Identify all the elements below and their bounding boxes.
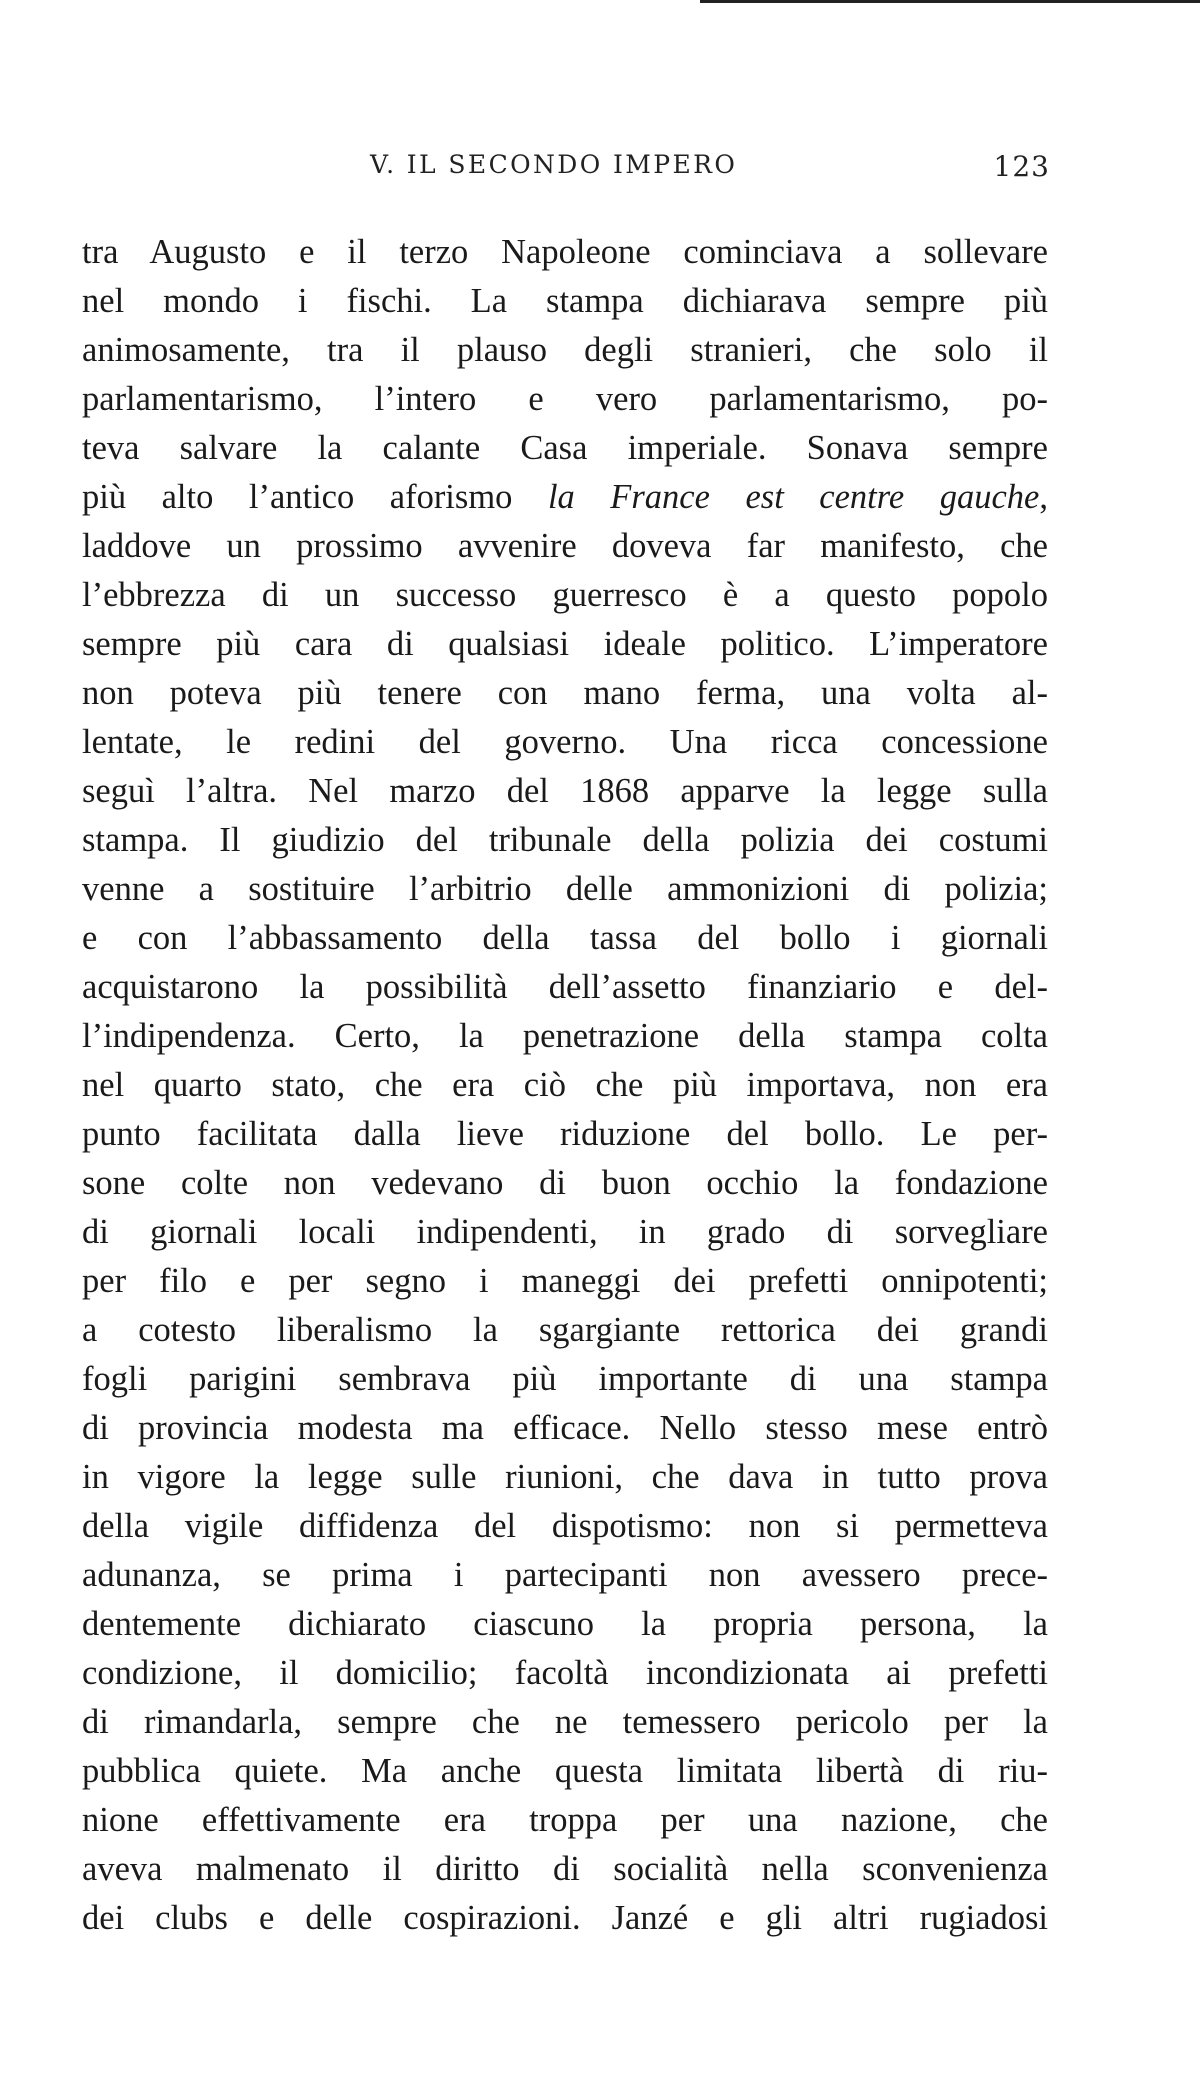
top-edge-rule <box>700 0 1200 3</box>
text-line: laddove un prossimo avvenire doveva far manifesto, che <box>82 527 1048 565</box>
text-line: non poteva più tenere con mano ferma, una volta al- <box>82 674 1048 712</box>
page-number: 123 <box>993 150 1050 183</box>
text-line: fogli parigini sembrava più importante di una stampa <box>82 1360 1048 1398</box>
text-line: teva salvare la calante Casa imperiale. Sonava sempre <box>82 429 1048 467</box>
text-line: sempre più cara di qualsiasi ideale politico. L’imperatore <box>82 625 1048 663</box>
text-line-after: , <box>1039 478 1048 516</box>
text-line: seguì l’altra. Nel marzo del 1868 apparve la legge sulla <box>82 772 1048 810</box>
running-title: V. IL SECONDO IMPERO <box>370 150 738 179</box>
text-line: animosamente, tra il plauso degli stranieri, che solo il <box>82 331 1048 369</box>
text-line: adunanza, se prima i partecipanti non avessero prece- <box>82 1556 1048 1594</box>
text-line: acquistarono la possibilità dell’assetto finanziario e del- <box>82 968 1048 1006</box>
text-line: e con l’abbassamento della tassa del bollo i giornali <box>82 919 1048 957</box>
text-line: a cotesto liberalismo la sgargiante rettorica dei grandi <box>82 1311 1048 1349</box>
text-line: sone colte non vedevano di buon occhio la fondazione <box>82 1164 1048 1202</box>
text-line: pubblica quiete. Ma anche questa limitata libertà di riu- <box>82 1752 1048 1790</box>
text-line: tra Augusto e il terzo Napoleone cominciava a sollevare <box>82 233 1048 271</box>
page-header <box>80 150 1050 190</box>
text-line: in vigore la legge sulle riunioni, che dava in tutto prova <box>82 1458 1048 1496</box>
text-line: dei clubs e delle cospirazioni. Janzé e gli altri rugiadosi <box>82 1899 1048 1937</box>
text-line: stampa. Il giudizio del tribunale della polizia dei costumi <box>82 821 1048 859</box>
text-line-before: più alto l’antico aforismo <box>82 478 548 516</box>
text-line: nel mondo i fischi. La stampa dichiarava sempre più <box>82 282 1048 320</box>
italic-phrase: la France est centre gauche <box>547 478 1040 516</box>
text-line: condizione, il domicilio; facoltà incondizionata ai prefetti <box>82 1654 1048 1692</box>
text-line: per filo e per segno i maneggi dei prefetti onnipotenti; <box>82 1262 1048 1300</box>
text-line: di rimandarla, sempre che ne temessero pericolo per la <box>82 1703 1048 1741</box>
text-line: di giornali locali indipendenti, in grado di sorvegliare <box>82 1213 1048 1251</box>
text-line: dentemente dichiarato ciascuno la propria persona, la <box>82 1605 1048 1643</box>
text-line: della vigile diffidenza del dispotismo: non si permetteva <box>82 1507 1048 1545</box>
text-line: nione effettivamente era troppa per una nazione, che <box>82 1801 1048 1839</box>
text-line: punto facilitata dalla lieve riduzione del bollo. Le per- <box>82 1115 1048 1153</box>
text-line: l’ebbrezza di un successo guerresco è a questo popolo <box>82 576 1048 614</box>
text-line: l’indipendenza. Certo, la penetrazione della stampa colta <box>82 1017 1048 1055</box>
text-line: di provincia modesta ma efficace. Nello stesso mese entrò <box>82 1409 1048 1447</box>
text-line: nel quarto stato, che era ciò che più importava, non era <box>82 1066 1048 1104</box>
text-line-with-italic <box>82 473 1048 522</box>
text-line: lentate, le redini del governo. Una ricca concessione <box>82 723 1048 761</box>
text-line: parlamentarismo, l’intero e vero parlamentarismo, po- <box>82 380 1048 418</box>
text-line: aveva malmenato il diritto di socialità nella sconvenienza <box>82 1850 1048 1888</box>
text-line: venne a sostituire l’arbitrio delle ammonizioni di polizia; <box>82 870 1048 908</box>
body-text <box>82 228 1048 1943</box>
